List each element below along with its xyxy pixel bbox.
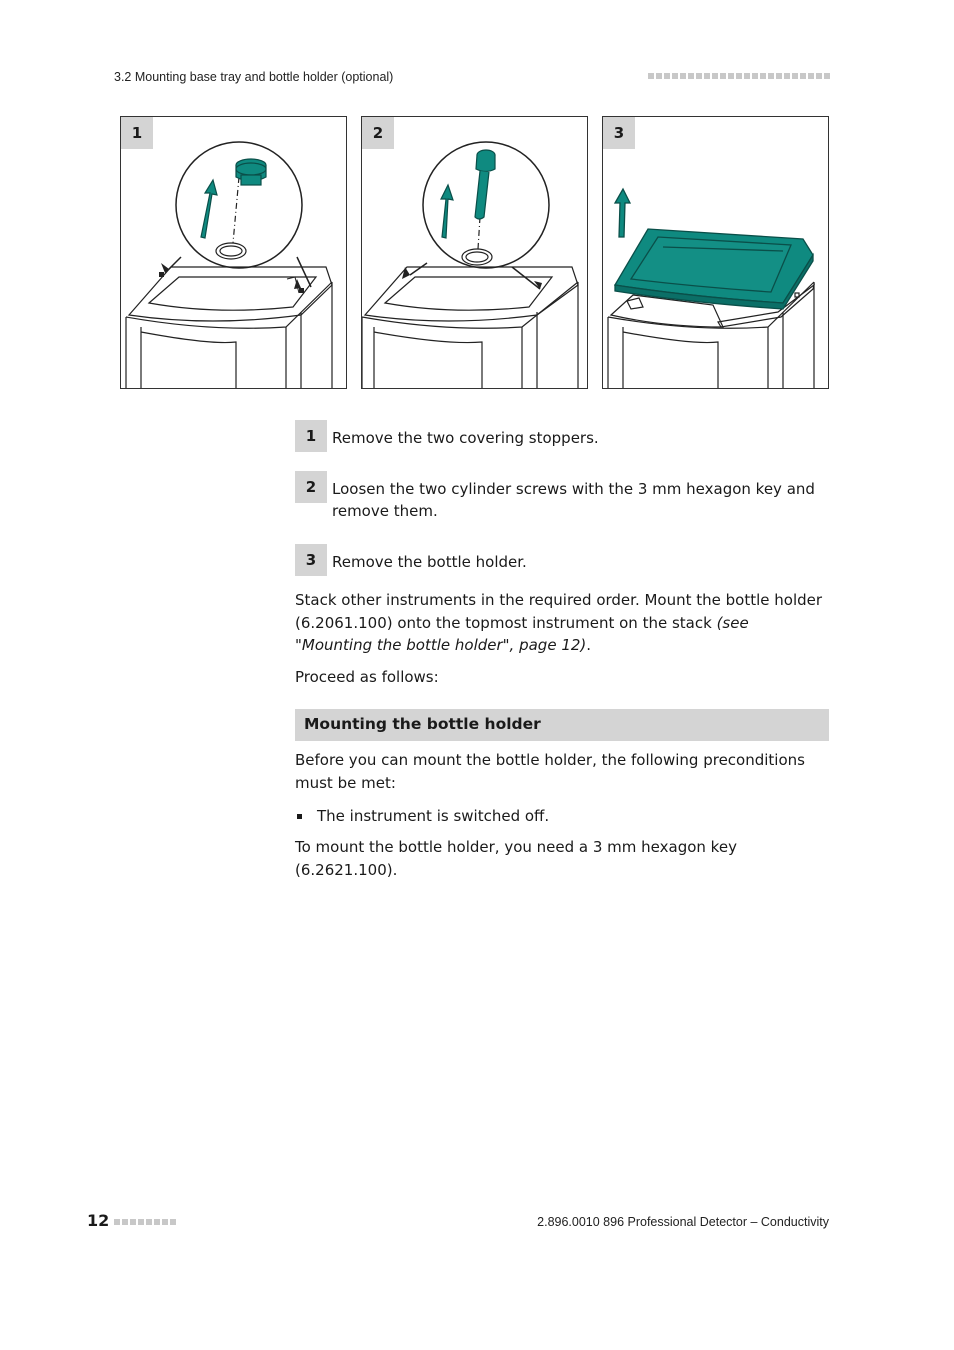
figure-2-loosen-screws — [361, 116, 588, 389]
footer-decorative-squares — [114, 1219, 176, 1225]
cross-reference-link[interactable]: (see "Mounting the bottle holder", page 12) — [295, 613, 749, 654]
stack-instruments-paragraph — [295, 589, 829, 657]
bullet-text: The instrument is switched off. — [317, 807, 550, 825]
instrument-illustration — [121, 117, 347, 389]
section-heading: Mounting the bottle holder — [295, 709, 829, 741]
stack-end: . — [586, 636, 592, 654]
step-text: Remove the bottle holder. — [332, 553, 527, 571]
preconditions-paragraph: Before you can mount the bottle holder, the following preconditions must be met: — [295, 751, 805, 792]
running-header-section-title: 3.2 Mounting base tray and bottle holder (optional) — [114, 70, 394, 84]
step-text: Remove the two covering stoppers. — [332, 429, 599, 447]
step-text: Loosen the two cylinder screws with the 3 mm hexagon key and remove them. — [332, 480, 815, 520]
bullet-square-icon — [297, 814, 302, 819]
figure-number: 1 — [121, 117, 153, 149]
figure-number: 2 — [362, 117, 394, 149]
instrument-illustration — [362, 117, 588, 389]
figure-3-remove-holder — [602, 116, 829, 389]
footer-document-title: 2.896.0010 896 Professional Detector – Conductivity — [537, 1215, 829, 1229]
stack-text: Stack other instruments in the required order. Mount the bottle holder (6.2061.100) onto the topmost instrument on the stack — [295, 591, 823, 632]
page-number: 12 — [87, 1211, 110, 1230]
step-number: 1 — [295, 420, 327, 452]
proceed-paragraph: Proceed as follows: — [295, 668, 439, 686]
figure-number: 3 — [603, 117, 635, 149]
figure-1-remove-stoppers — [120, 116, 347, 389]
step-number: 3 — [295, 544, 327, 576]
tool-paragraph: To mount the bottle holder, you need a 3 mm hexagon key (6.2621.100). — [295, 838, 737, 879]
step-number: 2 — [295, 471, 327, 503]
header-decorative-squares — [648, 73, 830, 79]
instrument-illustration — [603, 117, 829, 389]
